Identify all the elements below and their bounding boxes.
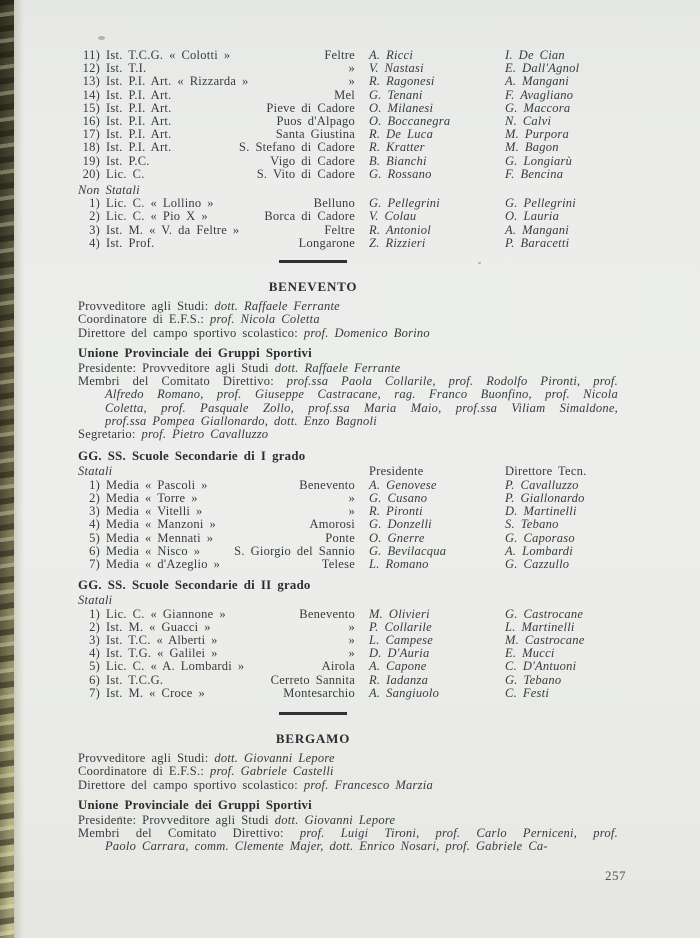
director-name: G. Caporaso (505, 530, 575, 545)
president-name: G. Cusano (369, 490, 428, 505)
school-location: S. Vito di Cadore (256, 166, 355, 181)
school-location: Vigo di Cadore (270, 153, 355, 168)
membri-line: Paolo Carrara, comm. Clemente Majer, dott. Enrico Nosari, prof. Gabriele Ca- (105, 839, 548, 854)
school-location: Telese (321, 556, 355, 571)
school-name: Media « Manzoni » (106, 517, 216, 532)
section-title-benevento: BENEVENTO (268, 279, 358, 295)
director-name: O. Lauria (505, 209, 560, 224)
president-name: G. Bevilacqua (369, 543, 447, 558)
row-number: 15) (82, 100, 100, 115)
segretario-line: Segretario: prof. Pietro Cavalluzzo (78, 427, 269, 442)
director-name: G. Longiarù (505, 153, 573, 168)
statali-label: Statali (78, 593, 113, 608)
column-header-presidente: Presidente (369, 464, 424, 479)
statali-label: Statali (78, 464, 113, 479)
school-name: Lic. C. « Giannone » (106, 606, 226, 621)
table-row (78, 168, 618, 181)
school-location: » (348, 632, 355, 647)
president-name: A. Ricci (369, 48, 414, 62)
grado2-heading: GG. SS. Scuole Secondarie di II grado (78, 578, 311, 593)
director-name: S. Tebano (505, 517, 559, 532)
school-location: Mel (334, 87, 355, 102)
section-divider (279, 260, 347, 263)
president-name: R. Pironti (369, 504, 423, 519)
row-number: 12) (82, 61, 100, 76)
row-number: 20) (82, 166, 100, 181)
school-location: » (348, 646, 355, 661)
benevento-grado2-table (78, 608, 618, 700)
president-name: Z. Rizzieri (369, 235, 426, 250)
president-name: A. Genovese (369, 477, 437, 492)
official-label: Direttore del campo sportivo scolastico: (78, 777, 298, 792)
row-number: 5) (89, 659, 100, 674)
school-name: Media « Pascoli » (106, 477, 208, 492)
binding-torn-edge (0, 0, 14, 938)
row-number: 1) (89, 477, 100, 492)
director-name: E. Mucci (505, 646, 555, 661)
president-name: V. Colau (369, 209, 417, 224)
grado1-heading: GG. SS. Scuole Secondarie di I grado (78, 449, 306, 464)
table-row (78, 518, 618, 531)
director-name: E. Dall'Agnol (505, 61, 580, 76)
table-row (78, 89, 618, 102)
school-name: Media « d'Azeglio » (106, 556, 221, 571)
director-name: F. Bencina (505, 166, 564, 181)
president-name: O. Milanesi (369, 100, 434, 115)
section-divider (279, 712, 347, 715)
school-location: » (348, 61, 355, 76)
director-name: M. Purpora (505, 127, 570, 142)
school-name: Ist. P.I. Art. (106, 127, 172, 142)
school-location: » (348, 504, 355, 519)
president-name: O. Boccanegra (369, 114, 451, 129)
row-number: 3) (89, 504, 100, 519)
school-location: » (348, 74, 355, 89)
school-location: Benevento (299, 477, 355, 492)
president-name: G. Donzelli (369, 517, 432, 532)
row-number: 3) (89, 222, 100, 237)
table-row (78, 621, 618, 634)
official-label: Provveditore agli Studi: (78, 751, 209, 766)
table-row (78, 545, 618, 558)
school-location: Feltre (324, 48, 355, 62)
director-name: G. Maccora (505, 100, 571, 115)
school-name: Ist. Prof. (106, 235, 155, 250)
membri-line: Coletta, prof. Pasquale Zollo, prof.ssa Maria Maio, prof.ssa Viliam Simaldone, (105, 400, 618, 415)
school-name: Media « Mennati » (106, 530, 214, 545)
school-name: Media « Torre » (106, 490, 198, 505)
benevento-grado1-table (78, 479, 618, 571)
official-value: prof. Nicola Coletta (209, 312, 320, 327)
school-location: Amorosi (309, 517, 355, 532)
membri-line: prof.ssa Pompea Giallonardo, dott. Enzo Bagnoli (105, 413, 377, 428)
school-location: Ponte (325, 530, 355, 545)
table-row (78, 155, 618, 168)
page-content (78, 48, 626, 883)
school-name: Ist. T.I. (106, 61, 147, 76)
school-name: Lic. C. « A. Lombardi » (106, 659, 245, 674)
official-value: dott. Raffaele Ferrante (214, 299, 340, 314)
school-name: Media « Vitelli » (106, 504, 203, 519)
row-number: 4) (89, 235, 100, 250)
belluno-non-statali-table (78, 197, 618, 250)
school-location: Belluno (313, 196, 355, 211)
table-row (78, 687, 618, 700)
table-row (78, 224, 618, 237)
table-row (78, 479, 618, 492)
table-row (78, 237, 618, 250)
president-name: D. D'Auria (369, 646, 430, 661)
school-location: Santa Giustina (275, 127, 355, 142)
row-number: 13) (82, 74, 100, 89)
director-name: G. Tebano (505, 672, 562, 687)
section-title-bergamo: BERGAMO (275, 730, 351, 746)
bergamo-officials (78, 752, 618, 792)
row-number: 11) (83, 48, 100, 62)
director-name: P. Giallonardo (505, 490, 585, 505)
page-number: 257 (605, 867, 626, 883)
row-number: 14) (82, 87, 100, 102)
official-label: Coordinatore di E.F.S.: (78, 764, 205, 779)
row-number: 2) (89, 619, 100, 634)
row-number: 6) (89, 672, 100, 687)
table-row (78, 141, 618, 154)
school-name: Lic. C. « Pio X » (106, 209, 208, 224)
school-name: Ist. M. « Guacci » (106, 619, 211, 634)
director-name: A. Mangani (505, 74, 570, 89)
president-name: G. Rossano (369, 166, 432, 181)
official-value: prof. Gabriele Castelli (209, 764, 334, 779)
column-header-direttore: Direttore Tecn. (505, 464, 587, 479)
row-number: 7) (89, 685, 100, 700)
official-label: Coordinatore di E.F.S.: (78, 312, 205, 327)
president-name: V. Nastasi (369, 61, 424, 76)
school-location: S. Giorgio del Sannio (234, 543, 355, 558)
row-number: 19) (82, 153, 100, 168)
row-number: 4) (89, 517, 100, 532)
director-name: G. Cazzullo (505, 556, 570, 571)
director-name: A. Lombardi (505, 543, 573, 558)
director-name: N. Calvi (505, 114, 552, 129)
binding-shadow (14, 0, 24, 938)
school-name: Lic. C. (106, 166, 145, 181)
president-name: G. Pellegrini (369, 196, 441, 211)
school-name: Ist. T.C. « Alberti » (106, 632, 218, 647)
school-location: Airola (321, 659, 355, 674)
president-name: R. De Luca (369, 127, 434, 142)
row-number: 17) (82, 127, 100, 142)
table-row (78, 75, 618, 88)
school-name: Ist. P.I. Art. (106, 100, 172, 115)
president-name: R. Kratter (369, 140, 425, 155)
president-name: L. Romano (369, 556, 429, 571)
official-value: prof. Francesco Marzia (303, 777, 433, 792)
school-location: Pieve di Cadore (266, 100, 355, 115)
director-name: G. Castrocane (505, 606, 584, 621)
school-location: S. Stefano di Cadore (239, 140, 355, 155)
row-number: 1) (89, 606, 100, 621)
table-header-row (78, 465, 618, 478)
director-name: P. Baracetti (505, 235, 570, 250)
president-name: R. Antoniol (369, 222, 431, 237)
official-label: Direttore del campo sportivo scolastico: (78, 325, 298, 340)
table-row (78, 532, 618, 545)
school-name: Ist. P.I. Art. (106, 114, 172, 129)
school-location: Cerreto Sannita (270, 672, 355, 687)
row-number: 6) (89, 543, 100, 558)
school-location: » (348, 490, 355, 505)
school-name: Lic. C. « Lollino » (106, 196, 214, 211)
presidente-line: Presidente: Provveditore agli Studi dott. Raffaele Ferrante (78, 361, 401, 376)
paper-speck (98, 36, 105, 40)
table-row (78, 660, 618, 673)
school-name: Ist. P.I. Art. (106, 87, 172, 102)
school-name: Ist. P.I. Art. (106, 140, 172, 155)
membri-line: Membri del Comitato Direttivo: prof. Luigi Tironi, prof. Carlo Perniceni, prof. (78, 826, 619, 841)
school-name: Ist. T.C.G. « Colotti » (106, 48, 231, 62)
director-name: G. Pellegrini (505, 196, 577, 211)
director-name: P. Cavalluzzo (505, 477, 579, 492)
belluno-statali-table (78, 49, 618, 181)
benevento-officials (78, 300, 618, 340)
president-name: G. Tenani (369, 87, 423, 102)
row-number: 18) (82, 140, 100, 155)
row-number: 16) (82, 114, 100, 129)
row-number: 4) (89, 646, 100, 661)
president-name: A. Capone (369, 659, 427, 674)
school-location: Montesarchio (283, 685, 355, 700)
director-name: C. D'Antuoni (505, 659, 577, 674)
president-name: A. Sangiuolo (369, 685, 440, 700)
official-label: Provveditore agli Studi: (78, 299, 209, 314)
school-name: Ist. T.G. « Galilei » (106, 646, 218, 661)
school-name: Media « Nisco » (106, 543, 201, 558)
director-name: I. De Cian (505, 48, 565, 62)
director-name: M. Bagon (505, 140, 559, 155)
president-name: O. Gnerre (369, 530, 425, 545)
president-name: R. Ragonesi (369, 74, 435, 89)
president-name: L. Campese (369, 632, 434, 647)
row-number: 7) (89, 556, 100, 571)
row-number: 2) (89, 209, 100, 224)
director-name: M. Castrocane (505, 632, 585, 647)
presidente-line: Presidente: Provveditore agli Studi dott. Giovanni Lepore (78, 812, 396, 827)
president-name: R. Iadanza (369, 672, 429, 687)
row-number: 3) (89, 632, 100, 647)
president-name: B. Bianchi (369, 153, 427, 168)
school-location: Longarone (298, 235, 355, 250)
school-location: Benevento (299, 606, 355, 621)
school-location: » (348, 619, 355, 634)
table-row (78, 558, 618, 571)
row-number: 2) (89, 490, 100, 505)
non-statali-label: Non Statali (78, 183, 140, 198)
table-row (78, 210, 618, 223)
school-name: Ist. P.I. Art. « Rizzarda » (106, 74, 249, 89)
official-line (78, 779, 618, 792)
director-name: A. Mangani (505, 222, 570, 237)
school-location: Borca di Cadore (264, 209, 355, 224)
school-location: Feltre (324, 222, 355, 237)
school-location: Puos d'Alpago (276, 114, 355, 129)
president-name: P. Collarile (369, 619, 432, 634)
table-row (78, 608, 618, 621)
union-heading: Unione Provinciale dei Gruppi Sportivi (78, 345, 312, 360)
director-name: F. Avagliano (505, 87, 574, 102)
school-name: Ist. M. « Croce » (106, 685, 205, 700)
school-name: Ist. M. « V. da Feltre » (106, 222, 240, 237)
school-name: Ist. P.C. (106, 153, 150, 168)
membri-line: Membri del Comitato Direttivo: prof.ssa Paola Collarile, prof. Rodolfo Pironti, prof. (78, 374, 619, 389)
union-heading: Unione Provinciale dei Gruppi Sportivi (78, 797, 312, 812)
director-name: L. Martinelli (505, 619, 575, 634)
membri-line: Alfredo Romano, prof. Giuseppe Castracane, rag. Franco Buonfino, prof. Nicola (105, 387, 618, 402)
director-name: C. Festi (505, 685, 550, 700)
official-value: dott. Giovanni Lepore (214, 751, 335, 766)
president-name: M. Olivieri (369, 606, 430, 621)
director-name: D. Martinelli (505, 504, 577, 519)
official-line (78, 327, 618, 340)
table-row (78, 674, 618, 687)
row-number: 5) (89, 530, 100, 545)
official-value: prof. Domenico Borino (303, 325, 430, 340)
school-name: Ist. T.C.G. (106, 672, 164, 687)
row-number: 1) (89, 196, 100, 211)
